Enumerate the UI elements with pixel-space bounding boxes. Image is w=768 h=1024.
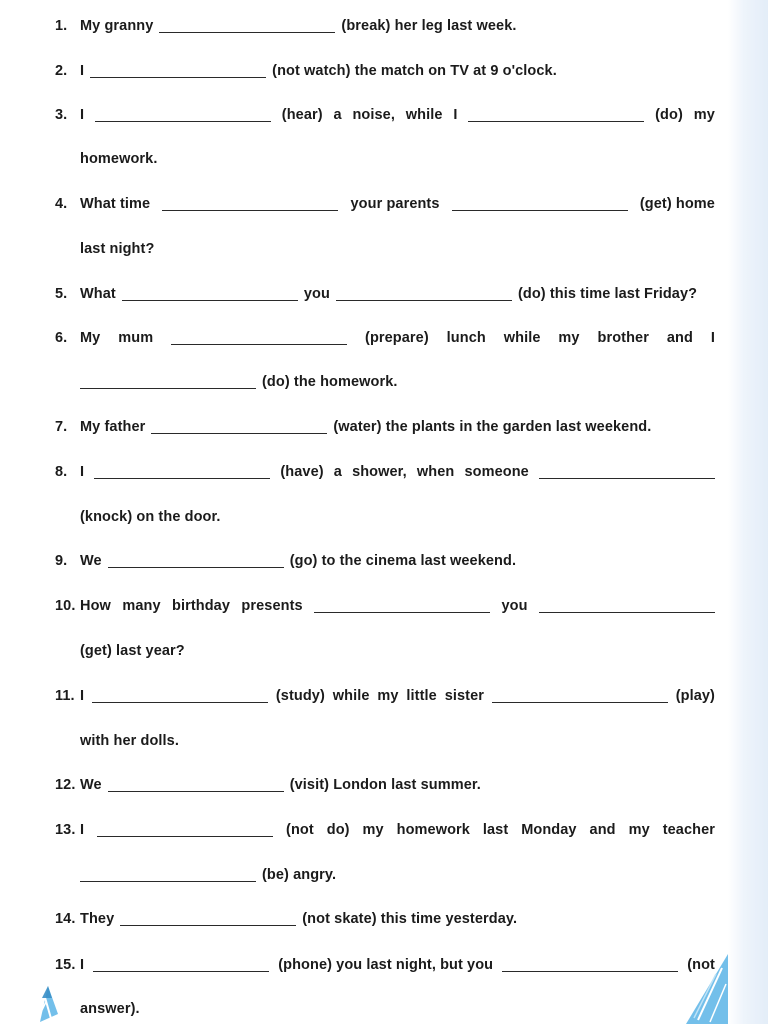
item-text: (get) last year?: [80, 643, 185, 659]
item-text: (not skate) this time yesterday.: [302, 911, 518, 927]
item-text: What time: [80, 196, 151, 212]
item-text: I: [80, 464, 85, 480]
answer-blank[interactable]: [492, 702, 668, 703]
answer-blank[interactable]: [94, 478, 270, 479]
answer-blank[interactable]: [151, 433, 327, 434]
item-text: (phone) you last night, but you: [278, 957, 494, 973]
exercise-5: [55, 282, 715, 306]
item-number: 2.: [55, 63, 68, 79]
item-text: brother: [597, 330, 649, 346]
item-text: I: [453, 107, 458, 123]
exercise-2: [55, 59, 715, 83]
item-number: 5.: [55, 286, 68, 302]
item-number: 12.: [55, 777, 76, 793]
answer-blank[interactable]: [122, 300, 298, 301]
item-text: lunch: [446, 330, 486, 346]
item-number: 11.: [55, 688, 75, 704]
decorative-corner-right: [682, 954, 728, 1024]
exercise-10-continued: [80, 639, 715, 663]
item-text: We: [80, 777, 102, 793]
item-text: someone: [464, 464, 529, 480]
answer-blank[interactable]: [92, 702, 268, 703]
exercise-8: [55, 460, 715, 484]
item-text: (go) to the cinema last weekend.: [289, 553, 517, 569]
item-text: (have): [280, 464, 324, 480]
answer-blank[interactable]: [90, 77, 266, 78]
item-number: 15.: [55, 957, 76, 973]
item-text: (knock) on the door.: [80, 509, 221, 525]
answer-blank[interactable]: [80, 388, 256, 389]
item-number: 7.: [55, 419, 68, 435]
item-text: do): [326, 822, 350, 838]
item-text: (not: [687, 957, 715, 973]
item-text: while: [503, 330, 541, 346]
exercise-11-continued: [80, 729, 715, 753]
exercise-6-continued: [55, 370, 715, 394]
item-text: little: [406, 688, 437, 704]
exercise-9: [55, 549, 715, 573]
answer-blank[interactable]: [502, 971, 678, 972]
item-number: 4.: [55, 196, 68, 212]
item-text: you: [303, 286, 330, 302]
exercise-11: [55, 684, 715, 708]
page-right-border: [728, 0, 768, 1024]
item-text: last night?: [80, 241, 155, 257]
item-text: What: [80, 286, 116, 302]
item-text: your parents: [350, 196, 440, 212]
item-text: (study): [275, 688, 325, 704]
item-text: I: [80, 822, 85, 838]
item-text: while: [332, 688, 370, 704]
exercise-7: [55, 415, 715, 439]
item-text: and: [666, 330, 693, 346]
item-text: (play): [675, 688, 715, 704]
exercise-3-continued: [80, 147, 715, 171]
answer-blank[interactable]: [159, 32, 335, 33]
item-number: 6.: [55, 330, 68, 346]
item-text: my: [628, 822, 650, 838]
item-text: noise,: [352, 107, 395, 123]
answer-blank[interactable]: [95, 121, 271, 122]
item-text: (prepare): [365, 330, 429, 346]
item-text: (get) home: [639, 196, 715, 212]
item-number: 10.: [55, 598, 76, 614]
item-text: They: [80, 911, 115, 927]
item-text: my: [558, 330, 580, 346]
answer-blank[interactable]: [108, 791, 284, 792]
item-number: 3.: [55, 107, 68, 123]
item-text: (water) the plants in the garden last weekend.: [333, 419, 652, 435]
item-text: My granny: [80, 18, 154, 34]
answer-blank[interactable]: [336, 300, 512, 301]
item-text: my: [377, 688, 399, 704]
item-text: homework.: [80, 151, 158, 167]
answer-blank[interactable]: [93, 971, 269, 972]
exercise-10: [55, 594, 715, 618]
item-text: last: [482, 822, 509, 838]
item-text: (do) this time last Friday?: [517, 286, 698, 302]
item-text: I: [80, 957, 85, 973]
exercise-13-continued: [55, 863, 715, 887]
item-text: with her dolls.: [80, 733, 179, 749]
answer-blank[interactable]: [171, 344, 347, 345]
item-text: when: [416, 464, 455, 480]
exercise-3: [55, 103, 715, 127]
item-number: 8.: [55, 464, 68, 480]
exercise-13: [55, 818, 715, 842]
answer-blank[interactable]: [452, 210, 628, 211]
item-number: 9.: [55, 553, 68, 569]
answer-blank[interactable]: [539, 478, 715, 479]
item-text: How: [80, 598, 111, 614]
item-text: (hear): [281, 107, 323, 123]
item-text: (visit) London last summer.: [289, 777, 481, 793]
item-text: teacher: [662, 822, 715, 838]
answer-blank[interactable]: [162, 210, 338, 211]
exercise-14: [55, 907, 715, 931]
item-text: a: [333, 107, 342, 123]
exercise-4: [55, 192, 715, 216]
item-text: (do): [655, 107, 683, 123]
item-text: I: [80, 63, 85, 79]
item-text: (do) the homework.: [262, 374, 398, 390]
answer-blank[interactable]: [314, 612, 490, 613]
exercise-15: [55, 953, 715, 977]
item-text: birthday: [172, 598, 231, 614]
item-text: (be) angry.: [262, 867, 337, 883]
exercise-1: [55, 14, 715, 38]
item-number: 14.: [55, 911, 76, 927]
item-text: I: [80, 107, 85, 123]
item-text: (not: [286, 822, 314, 838]
item-text: Monday: [521, 822, 577, 838]
item-text: and: [589, 822, 616, 838]
exercise-15-continued: [80, 997, 715, 1021]
item-text: I: [710, 330, 715, 346]
item-text: while: [405, 107, 443, 123]
item-text: (break) her leg last week.: [341, 18, 517, 34]
answer-blank[interactable]: [539, 612, 715, 613]
answer-blank[interactable]: [97, 836, 273, 837]
item-text: My: [80, 330, 101, 346]
item-text: mum: [118, 330, 154, 346]
item-text: We: [80, 553, 102, 569]
item-text: I: [80, 688, 85, 704]
exercise-8-continued: [80, 505, 715, 529]
item-text: (not watch) the match on TV at 9 o'clock.: [272, 63, 557, 79]
item-text: my: [693, 107, 715, 123]
item-number: 13.: [55, 822, 76, 838]
item-text: sister: [444, 688, 484, 704]
item-text: you: [501, 598, 528, 614]
exercise-12: [55, 773, 715, 797]
exercise-4-continued: [80, 237, 715, 261]
item-text: shower,: [352, 464, 407, 480]
decorative-corner-left: [30, 964, 100, 1024]
item-text: my: [362, 822, 384, 838]
answer-blank[interactable]: [468, 121, 644, 122]
item-text: presents: [241, 598, 303, 614]
answer-blank[interactable]: [120, 925, 296, 926]
answer-blank[interactable]: [108, 567, 284, 568]
exercise-6: [55, 326, 715, 350]
item-text: many: [122, 598, 161, 614]
item-number: 1.: [55, 18, 68, 34]
item-text: answer).: [80, 1001, 140, 1017]
item-text: homework: [396, 822, 470, 838]
item-text: a: [333, 464, 342, 480]
item-text: My father: [80, 419, 146, 435]
answer-blank[interactable]: [80, 881, 256, 882]
